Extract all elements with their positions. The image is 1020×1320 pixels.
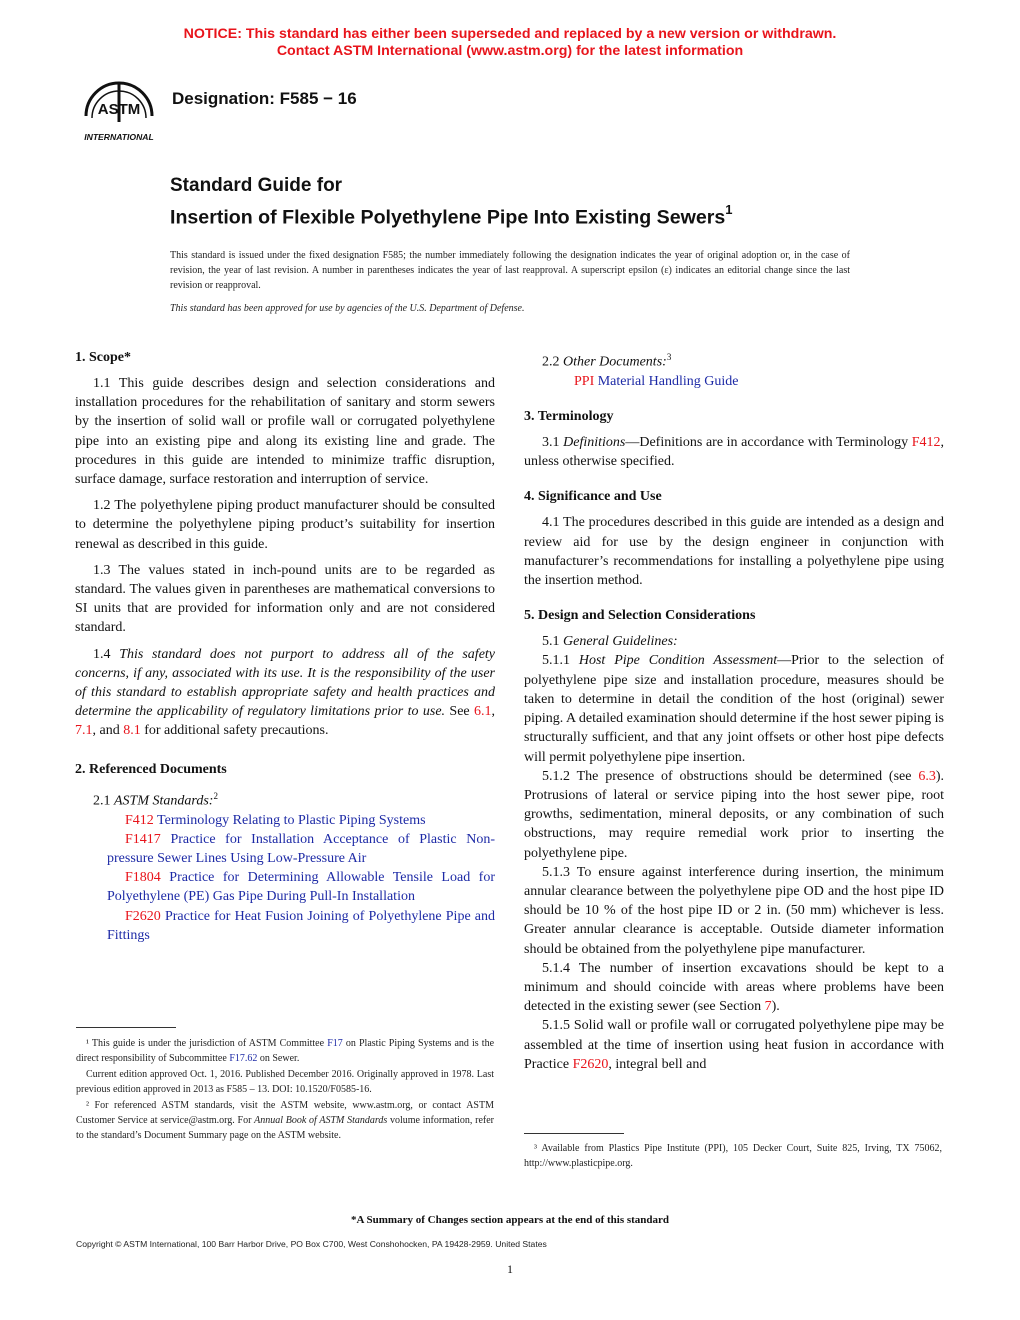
link-6-1[interactable]: 6.1 bbox=[474, 704, 492, 720]
footnote-3: ³ Available from Plastics Pipe Institute (PPI), 105 Decker Court, Suite 825, Irving, TX 75062, http://www.plasticpipe.org. bbox=[524, 1143, 942, 1170]
paragraph-1-3: 1.3 The values stated in inch-pound units are to be regarded as standard. The values given in parentheses are mathematical conversions to SI units that are provided for information only and are not considered standard. bbox=[75, 562, 495, 636]
para-text: 5.1.4 The number of insertion excavations should be kept to a minimum and should coincide with areas where problems have been detected in the existing sewer (see Section bbox=[524, 960, 944, 1015]
paragraph-1-4: 1.4 This standard does not purport to address all of the safety concerns, if any, associated with its use. It is the responsibility of the user of this standard to establish appropriate safety and health practices and determine the applicability of regulatory limitations prior to use. See 6.1, 7.1, and 8.1 for additional safety precautions. bbox=[75, 646, 496, 739]
summary-note: *A Summary of Changes section appears at the end of this standard bbox=[350, 1214, 670, 1226]
footnote-marker[interactable]: 3 bbox=[666, 352, 672, 362]
ref-code[interactable]: F412 bbox=[125, 812, 154, 828]
link-f17-62[interactable]: F17.62 bbox=[229, 1053, 258, 1065]
para-text: —Definitions are in accordance with Terminology bbox=[625, 435, 909, 451]
para-number: 1.4 bbox=[93, 646, 111, 662]
ref-title[interactable]: Practice for Determining Allowable Tensile Load for Polyethylene (PE) Gas Pipe During Pull-In Installation bbox=[107, 870, 496, 905]
footnote-1 bbox=[76, 1036, 494, 1067]
ref-f2620[interactable] bbox=[75, 907, 495, 945]
para-number: 5.1 bbox=[542, 634, 560, 650]
footnotes-left bbox=[76, 1036, 494, 1144]
notice-line-2: Contact ASTM International (www.astm.org) for the latest information bbox=[276, 43, 744, 59]
para-number: 2.2 bbox=[542, 354, 560, 370]
para-text: 5.1.2 The presence of obstructions should be determined (see bbox=[542, 768, 912, 784]
paragraph-5-1-3: 5.1.3 To ensure against interference during insertion, the minimum annular clearance between the polyethylene pipe OD and the host pipe ID should be 10 % of the host pipe ID or 2 in. (50 mm) whichever is less. Greater annular clearance is acceptable. Outside diameter information should be obtained from the polyethylene pipe manufacturer. bbox=[524, 864, 944, 957]
footnote-divider-right bbox=[524, 1133, 624, 1134]
section-5-heading: 5. Design and Selection Considerations bbox=[524, 608, 756, 624]
logo-text: ASTM bbox=[97, 101, 141, 118]
other-documents-label: Other Documents: bbox=[563, 354, 667, 370]
see-text: See bbox=[449, 704, 470, 720]
title-line-2 bbox=[170, 198, 930, 232]
ref-title[interactable]: Practice for Heat Fusion Joining of Polyethylene Pipe and Fittings bbox=[107, 908, 496, 943]
issued-note: This standard is issued under the fixed designation F585; the number immediately following the designation indicates the year of original adoption or, in the case of revision, the year of last revision. A number in parentheses indicates the year of last reapproval. A superscript epsilon (ε) indicates an editorial change since the last revision or reapproval. bbox=[170, 250, 850, 291]
fn-text: on Sewer. bbox=[259, 1053, 300, 1065]
footnotes-right bbox=[524, 1141, 942, 1172]
ref-code[interactable]: PPI bbox=[574, 373, 595, 389]
fn-text: volume information, refer to the standard’s Document Summary page on the ASTM website. bbox=[76, 1115, 495, 1142]
ref-f412[interactable] bbox=[75, 811, 495, 830]
para-text: 5.1.5 Solid wall or profile wall or corrugated polyethylene pipe may be assembled at the time of insertion using heat fusion in accordance with Practice bbox=[524, 1018, 944, 1072]
para-number: 2.1 bbox=[93, 793, 111, 809]
footnote-2 bbox=[76, 1098, 494, 1144]
link-f2620[interactable]: F2620 bbox=[572, 1056, 609, 1072]
fn-text: on Plastic Piping Systems and is the direct responsibility of Subcommittee bbox=[76, 1038, 495, 1065]
link-8-1[interactable]: 8.1 bbox=[123, 723, 141, 739]
astm-standards-label: ASTM Standards: bbox=[114, 793, 214, 809]
para-text: , integral bell and bbox=[608, 1056, 707, 1072]
section-4-heading: 4. Significance and Use bbox=[524, 489, 662, 505]
and-text: and bbox=[99, 723, 120, 739]
link-section-7[interactable]: 7 bbox=[764, 999, 772, 1015]
ref-f1804[interactable] bbox=[75, 868, 495, 906]
paragraph-5-1-4 bbox=[524, 959, 944, 1017]
document-title bbox=[170, 174, 930, 232]
para-text: ). Protrusions of lateral or service piping into the host sewer pipe, root growths, sedimentation, mineral deposits, or any combination of such obstructions, may require remedial work prior to inserting the polyethylene pipe. bbox=[524, 768, 944, 861]
ref-title[interactable]: Terminology Relating to Plastic Piping Systems bbox=[157, 812, 426, 828]
paragraph-5-1-5 bbox=[524, 1016, 944, 1074]
ref-title[interactable]: Material Handling Guide bbox=[597, 373, 739, 389]
right-column bbox=[524, 348, 944, 1074]
copyright: Copyright © ASTM International, 100 Barr Harbor Drive, PO Box C700, West Conshohocken, PA 19428-2959. United States bbox=[76, 1239, 547, 1249]
notice-line-1: NOTICE: This standard has either been superseded and replaced by a new version or withdrawn. bbox=[183, 26, 837, 42]
paragraph-5-1-1 bbox=[524, 651, 944, 766]
link-f17[interactable]: F17 bbox=[327, 1038, 343, 1049]
paragraph-1-1: 1.1 This guide describes design and selection considerations and installation procedures for the rehabilitation of sanitary and storm sewers by the insertion of solid wall or profile wall or corrugated polyethylene pipe into an existing pipe and along its existing line and grade. The procedures in this guide are intended to minimize traffic disruption, surface damage, surface restoration and interruption of service. bbox=[75, 376, 495, 488]
section-3-heading: 3. Terminology bbox=[524, 409, 614, 425]
title-line-1: Standard Guide for bbox=[170, 175, 343, 196]
para-text: ). bbox=[771, 999, 780, 1015]
ref-title[interactable]: Practice for Installation Acceptance of Plastic Non-pressure Sewer Lines Using Low-Pressure Air bbox=[107, 831, 496, 866]
title-text: Insertion of Flexible Polyethylene Pipe Into Existing Sewers bbox=[170, 206, 726, 229]
fn-text: ² For referenced ASTM standards, visit the ASTM website, www.astm.org, or contact ASTM Customer Service at service@astm.org. For bbox=[76, 1099, 494, 1127]
para-end-text: for additional safety precautions. bbox=[144, 723, 329, 739]
ref-code[interactable]: F1417 bbox=[125, 831, 161, 847]
para-number: 3.1 bbox=[542, 435, 560, 451]
paragraph-5-1-2 bbox=[524, 767, 944, 863]
link-f412[interactable]: F412 bbox=[911, 435, 941, 451]
link-6-3[interactable]: 6.3 bbox=[918, 768, 936, 784]
section-1-heading: 1. Scope* bbox=[75, 350, 131, 365]
astm-logo-icon bbox=[76, 76, 162, 144]
link-7-1[interactable]: 7.1 bbox=[75, 723, 93, 739]
paragraph-5-1 bbox=[524, 632, 944, 651]
title-footnote-marker[interactable]: 1 bbox=[725, 202, 733, 217]
footnote-divider bbox=[76, 1027, 176, 1028]
section-2-heading: 2. Referenced Documents bbox=[75, 761, 227, 777]
para-number: 5.1.1 bbox=[542, 653, 570, 669]
para-text: —Prior to the selection of polyethylene pipe size and installation procedure, measures should be taken to determine in detail the condition of the host (original) sewer piping. A detailed examination should determine if the host sewer piping is structurally sufficient, and that any joint offsets or other host pipe defects will permit polyethylene pipe insertion. bbox=[524, 653, 944, 765]
para-end-text: , unless otherwise specified. bbox=[524, 435, 945, 470]
definitions-label: Definitions bbox=[563, 435, 626, 451]
general-guidelines-label: General Guidelines: bbox=[563, 634, 678, 650]
left-column bbox=[75, 348, 495, 945]
paragraph-2-1 bbox=[75, 787, 495, 811]
ref-ppi[interactable] bbox=[524, 372, 944, 391]
footnote-marker[interactable]: 2 bbox=[213, 790, 218, 801]
designation: Designation: F585 − 16 bbox=[172, 89, 357, 108]
annual-book-title: Annual Book of ASTM Standards bbox=[254, 1115, 388, 1127]
footnote-1-edition: Current edition approved Oct. 1, 2016. Published December 2016. Originally approved in 1978. Last previous edition approved in 2013 as F585 – 13. DOI: 10.1520/F0585-16. bbox=[76, 1068, 494, 1096]
logo-subtext: INTERNATIONAL bbox=[84, 132, 154, 142]
host-pipe-label: Host Pipe Condition Assessment bbox=[578, 653, 778, 669]
approved-note: This standard has been approved for use by agencies of the U.S. Department of Defense. bbox=[170, 303, 525, 314]
paragraph-2-2 bbox=[524, 348, 944, 372]
paragraph-1-2: 1.2 The polyethylene piping product manufacturer should be consulted to determine the polyethylene piping product’s suitability for insertion renewal as described in this guide. bbox=[75, 498, 495, 552]
ref-code[interactable]: F1804 bbox=[125, 870, 161, 886]
page-number: 1 bbox=[507, 1262, 513, 1276]
ref-f1417[interactable] bbox=[75, 830, 495, 868]
paragraph-3-1 bbox=[524, 433, 944, 471]
safety-statement: This standard does not purport to address all of the safety concerns, if any, associated with its use. It is the responsibility of the user of this standard to establish appropriate safety and health practices and determine the applicability of regulatory limitations prior to use. bbox=[75, 646, 496, 720]
fn-text: ¹ This guide is under the jurisdiction of ASTM Committee bbox=[86, 1038, 325, 1049]
ref-code[interactable]: F2620 bbox=[125, 908, 161, 924]
notice-banner bbox=[0, 26, 1020, 60]
paragraph-4-1: 4.1 The procedures described in this guide are intended as a design and review aid for use by the design engineer in conjunction with manufacturer’s recommendations for installing a polyethylene pipe using the insertion method. bbox=[524, 515, 944, 589]
